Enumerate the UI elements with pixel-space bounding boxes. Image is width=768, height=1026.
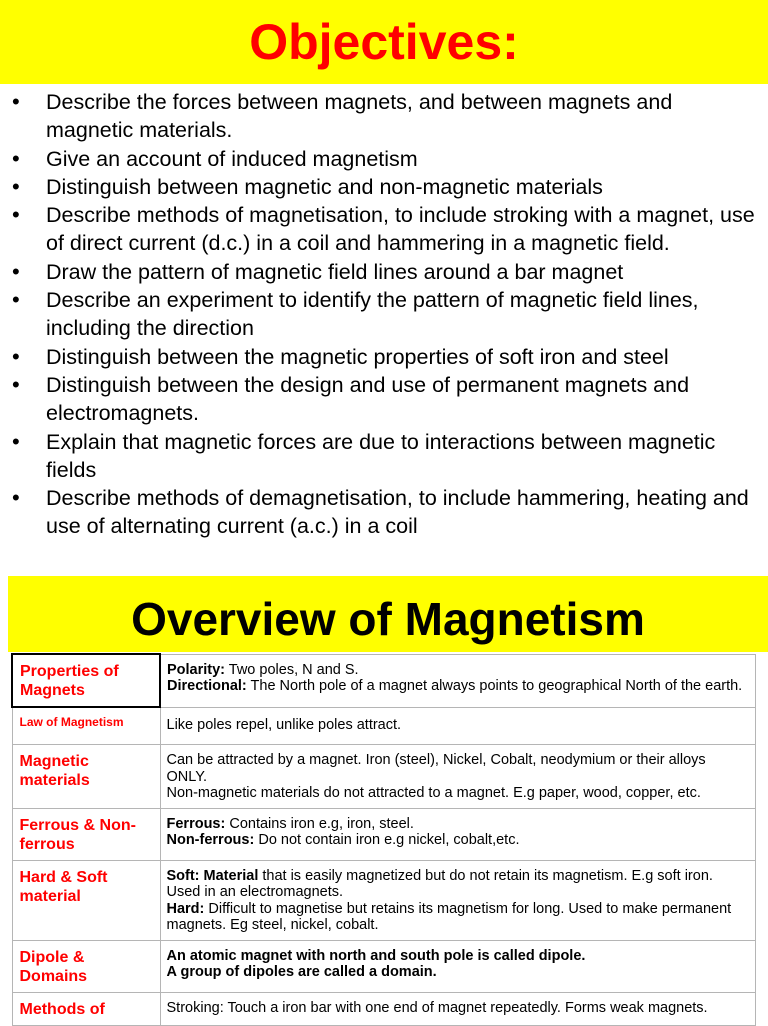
overview-table — [11, 653, 756, 1026]
objective-item: • Give an account of induced magnetism — [0, 145, 768, 173]
bullet-icon: • — [12, 89, 20, 114]
definition-cell — [160, 745, 756, 809]
bullet-icon: • — [12, 287, 20, 313]
table-row — [12, 745, 756, 809]
bullet-icon: • — [12, 258, 20, 284]
definition-cell — [160, 707, 756, 745]
objective-item: • Describe the forces between magnets, and between magnets and magnetic materials. — [12, 89, 673, 143]
term-cell: Law of Magnetism — [12, 707, 160, 745]
term-cell: Methods of — [12, 992, 160, 1025]
objectives-list — [0, 88, 768, 541]
definition-line: Non-ferrous: Do not contain iron e.g nickel, cobalt,etc. — [166, 832, 520, 848]
definition-line: Soft: Material that is easily magnetized but do not retain its magnetism. E.g soft iron. Used in an electromagnets. — [166, 867, 713, 900]
table-row — [12, 808, 756, 860]
objective-item: • Distinguish between the design and use of permanent magnets and electromagnets. — [12, 371, 690, 426]
bullet-icon: • — [12, 145, 20, 171]
overview-banner — [8, 576, 768, 652]
objective-item: • Distinguish between magnetic and non-magnetic materials — [0, 173, 768, 201]
term-cell: Properties of Magnets — [12, 654, 160, 707]
overview-title: Overview of Magnetism — [131, 593, 645, 645]
definition-line: Polarity: Two poles, N and S. — [167, 661, 359, 678]
table-row — [12, 940, 756, 992]
table-row — [12, 654, 756, 707]
bullet-icon: • — [12, 343, 20, 369]
definition-line: Hard: Difficult to magnetise but retains its magnetism for long. Used to make permanent magnets. Eg steel, nickel, cobalt. — [166, 900, 732, 933]
definition-cell — [160, 940, 756, 992]
definition-cell — [160, 992, 756, 1025]
objectives-title: Objectives: — [249, 14, 519, 70]
definition-line: A group of dipoles are called a domain. — [166, 964, 437, 980]
definition-cell — [160, 808, 756, 860]
term-cell: Magnetic materials — [12, 745, 160, 809]
bullet-icon: • — [12, 173, 20, 199]
definition-line: Stroking: Touch a iron bar with one end of magnet repeatedly. Forms weak magnets. — [166, 999, 708, 1016]
objective-item: • Draw the pattern of magnetic field lines around a bar magnet — [0, 258, 768, 286]
table-row — [12, 707, 756, 745]
table-row — [12, 860, 756, 940]
definition-line: Can be attracted by a magnet. Iron (steel), Nickel, Cobalt, neodymium or their alloys ONLY. — [166, 752, 706, 785]
definition-line: Directional: The North pole of a magnet always points to geographical North of the earth. — [167, 678, 743, 694]
bullet-icon: • — [12, 371, 20, 397]
definition-line: Ferrous: Contains iron e.g, iron, steel. — [166, 815, 414, 832]
objective-item: • Distinguish between the magnetic properties of soft iron and steel — [0, 343, 768, 371]
definition-line: An atomic magnet with north and south pole is called dipole. — [166, 947, 586, 964]
table-row — [12, 992, 756, 1025]
definition-line: Like poles repel, unlike poles attract. — [166, 716, 402, 733]
definition-cell — [160, 860, 756, 940]
bullet-icon: • — [12, 485, 20, 511]
objective-item: • Describe methods of demagnetisation, to include hammering, heating and use of alternating current (a.c.) in a coil — [12, 485, 749, 539]
objectives-banner — [0, 0, 768, 84]
objective-item: • Explain that magnetic forces are due to interactions between magnetic fields — [12, 428, 716, 482]
objective-item: • Describe an experiment to identify the pattern of magnetic field lines, including the direction — [12, 287, 699, 341]
term-cell: Dipole & Domains — [12, 940, 160, 992]
bullet-icon: • — [12, 428, 20, 454]
term-cell: Hard & Soft material — [12, 860, 160, 940]
objective-item: • Describe methods of magnetisation, to include stroking with a magnet, use of direct current (d.c.) in a coil and hammering in a magnetic field. — [12, 202, 755, 256]
definition-line: Non-magnetic materials do not attracted to a magnet. E.g paper, wood, copper, etc. — [166, 785, 701, 801]
bullet-icon: • — [12, 202, 20, 228]
definition-cell — [160, 654, 756, 707]
term-cell: Ferrous & Non-ferrous — [12, 808, 160, 860]
